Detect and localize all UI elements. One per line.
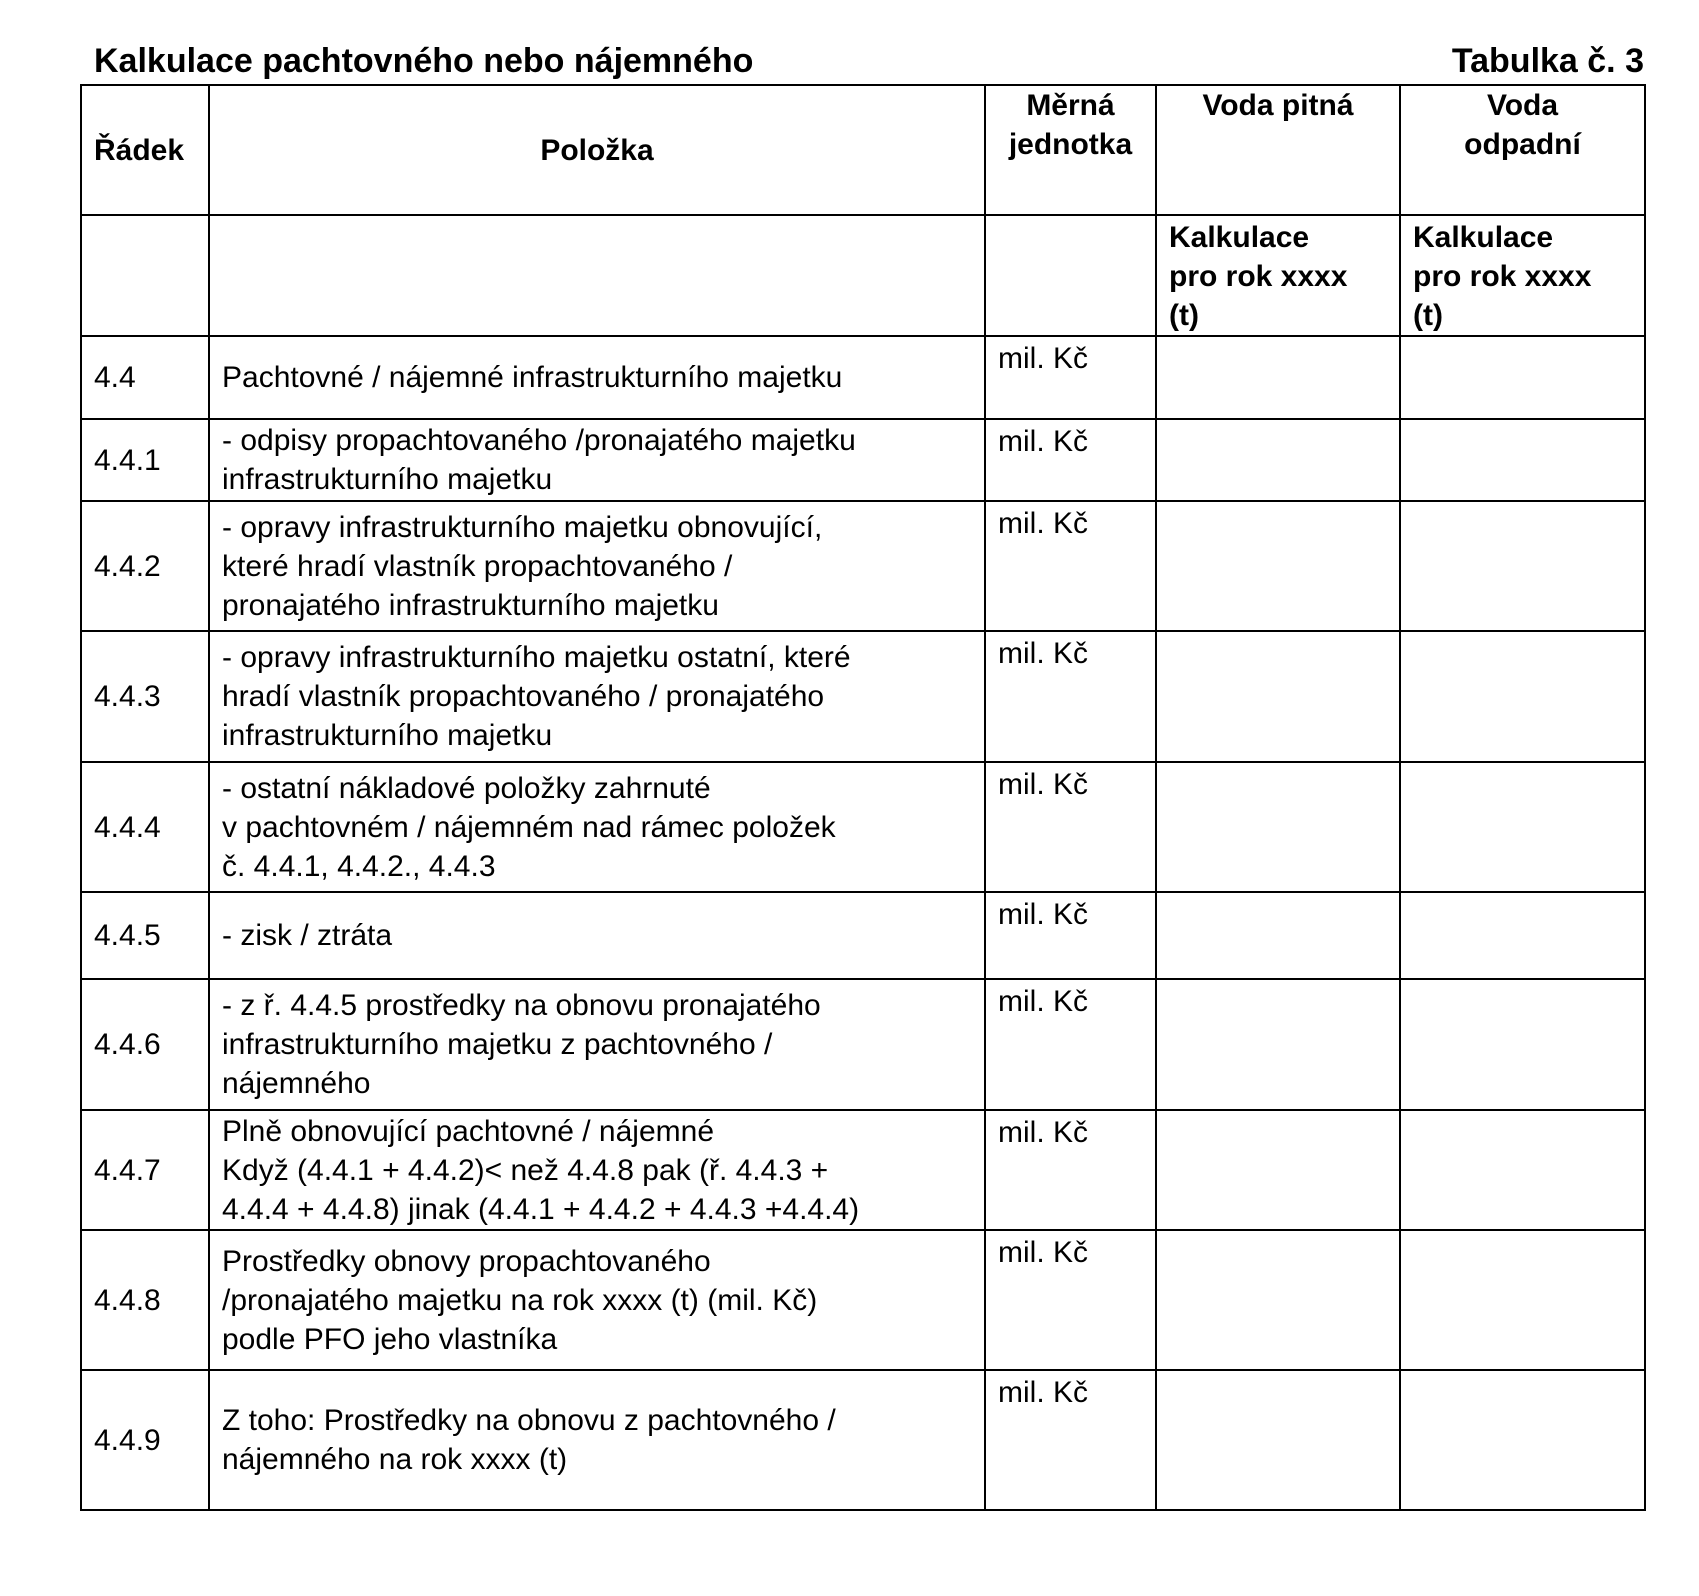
row-item-line: - odpisy propachtovaného /pronajatého majetku: [222, 424, 856, 457]
row-item-line: nájemného na rok xxxx (t): [222, 1443, 568, 1476]
table-row: [81, 1110, 1645, 1230]
row-item-line: v pachtovném / nájemném nad rámec položek: [222, 810, 836, 844]
header-unit: Měrná jednotka: [985, 85, 1156, 215]
row-value-waste: [1400, 1230, 1645, 1370]
row-unit: mil. Kč: [985, 631, 1156, 762]
header-item: Položka: [209, 85, 985, 215]
row-value-drinking: [1156, 1230, 1400, 1370]
row-value-waste: [1400, 762, 1645, 892]
row-item-line: které hradí vlastník propachtovaného /: [222, 549, 733, 583]
row-item-line: Pachtovné / nájemné infrastrukturního majetku: [222, 361, 843, 394]
row-value-drinking: [1156, 501, 1400, 631]
row-item-line: /pronajatého majetku na rok xxxx (t) (mil. Kč): [222, 1283, 818, 1317]
row-value-drinking: [1156, 762, 1400, 892]
row-item: [209, 631, 985, 762]
row-unit: mil. Kč: [985, 501, 1156, 631]
row-item-line: Prostředky obnovy propachtovaného: [222, 1244, 711, 1278]
row-number: 4.4.2: [81, 501, 209, 631]
table-row: [81, 419, 1645, 501]
row-item-line: - zisk / ztráta: [222, 919, 393, 952]
row-item: [209, 1110, 985, 1230]
table-number: Tabulka č. 3: [1451, 42, 1644, 80]
header-row: [81, 85, 1645, 215]
subheader-waste: Kalkulace pro rok xxxx (t): [1400, 215, 1645, 336]
row-item-line: - ostatní nákladové položky zahrnuté: [222, 771, 711, 805]
subheader-empty-row: [81, 215, 209, 336]
row-number: 4.4.5: [81, 892, 209, 979]
subheader-drinking: Kalkulace pro rok xxxx (t): [1156, 215, 1400, 336]
row-item-line: - opravy infrastrukturního majetku obnovující,: [222, 510, 823, 544]
row-number: 4.4.3: [81, 631, 209, 762]
row-value-drinking: [1156, 336, 1400, 419]
table-row: [81, 631, 1645, 762]
table-row: [81, 979, 1645, 1110]
row-unit: mil. Kč: [985, 1370, 1156, 1510]
row-item-line: Z toho: Prostředky na obnovu z pachtovného /: [222, 1404, 836, 1437]
row-number: 4.4: [81, 336, 209, 419]
row-value-drinking: [1156, 631, 1400, 762]
row-value-waste: [1400, 1110, 1645, 1230]
row-number: 4.4.8: [81, 1230, 209, 1370]
row-number: 4.4.7: [81, 1110, 209, 1230]
document-title: Kalkulace pachtovného nebo nájemného: [94, 42, 754, 80]
row-value-waste: [1400, 892, 1645, 979]
row-item-line: infrastrukturního majetku: [222, 463, 553, 496]
row-unit: mil. Kč: [985, 892, 1156, 979]
row-value-drinking: [1156, 1370, 1400, 1510]
row-value-drinking: [1156, 892, 1400, 979]
row-number: 4.4.6: [81, 979, 209, 1110]
subheader-row: [81, 215, 1645, 336]
row-item-line: hradí vlastník propachtovaného / pronajatého: [222, 680, 825, 713]
row-item: [209, 501, 985, 631]
row-number: 4.4.4: [81, 762, 209, 892]
table-row: [81, 892, 1645, 979]
row-item: [209, 336, 985, 419]
table-row: [81, 1370, 1645, 1510]
row-number: 4.4.9: [81, 1370, 209, 1510]
table-row: [81, 1230, 1645, 1370]
row-item-line: - opravy infrastrukturního majetku ostatní, které: [222, 641, 851, 674]
row-item: [209, 979, 985, 1110]
table-row: [81, 336, 1645, 419]
row-value-waste: [1400, 979, 1645, 1110]
row-unit: mil. Kč: [985, 419, 1156, 501]
row-value-waste: [1400, 1370, 1645, 1510]
row-unit: mil. Kč: [985, 336, 1156, 419]
subheader-empty-unit: [985, 215, 1156, 336]
header-row-number: Řádek: [81, 85, 209, 215]
row-unit: mil. Kč: [985, 979, 1156, 1110]
header-water-drinking: Voda pitná: [1156, 85, 1400, 215]
subheader-empty-item: [209, 215, 985, 336]
row-value-waste: [1400, 336, 1645, 419]
row-unit: mil. Kč: [985, 1110, 1156, 1230]
row-item-line: 4.4.4 + 4.4.8) jinak (4.4.1 + 4.4.2 + 4.4.3 +4.4.4): [222, 1192, 860, 1226]
row-value-drinking: [1156, 979, 1400, 1110]
row-item-line: č. 4.4.1, 4.4.2., 4.4.3: [222, 849, 496, 883]
row-value-drinking: [1156, 419, 1400, 501]
row-unit: mil. Kč: [985, 1230, 1156, 1370]
row-item: [209, 762, 985, 892]
header-water-waste: Voda odpadní: [1400, 85, 1645, 215]
row-item: [209, 1230, 985, 1370]
row-item-line: Plně obnovující pachtovné / nájemné: [222, 1114, 714, 1148]
row-item-line: Když (4.4.1 + 4.4.2)< než 4.4.8 pak (ř. 4.4.3 +: [222, 1153, 829, 1187]
row-item-line: pronajatého infrastrukturního majetku: [222, 588, 719, 622]
row-value-waste: [1400, 631, 1645, 762]
row-item: [209, 892, 985, 979]
row-item-line: nájemného: [222, 1067, 371, 1100]
calculation-table: [80, 84, 1646, 1511]
row-item-line: infrastrukturního majetku: [222, 719, 553, 752]
row-value-waste: [1400, 501, 1645, 631]
row-item: [209, 419, 985, 501]
table-row: [81, 762, 1645, 892]
row-number: 4.4.1: [81, 419, 209, 501]
row-item: [209, 1370, 985, 1510]
row-value-waste: [1400, 419, 1645, 501]
row-item-line: - z ř. 4.4.5 prostředky na obnovu pronajatého: [222, 989, 821, 1022]
row-unit: mil. Kč: [985, 762, 1156, 892]
row-value-drinking: [1156, 1110, 1400, 1230]
table-row: [81, 501, 1645, 631]
row-item-line: podle PFO jeho vlastníka: [222, 1322, 558, 1356]
document-header: [94, 36, 1644, 84]
row-item-line: infrastrukturního majetku z pachtovného /: [222, 1028, 773, 1061]
